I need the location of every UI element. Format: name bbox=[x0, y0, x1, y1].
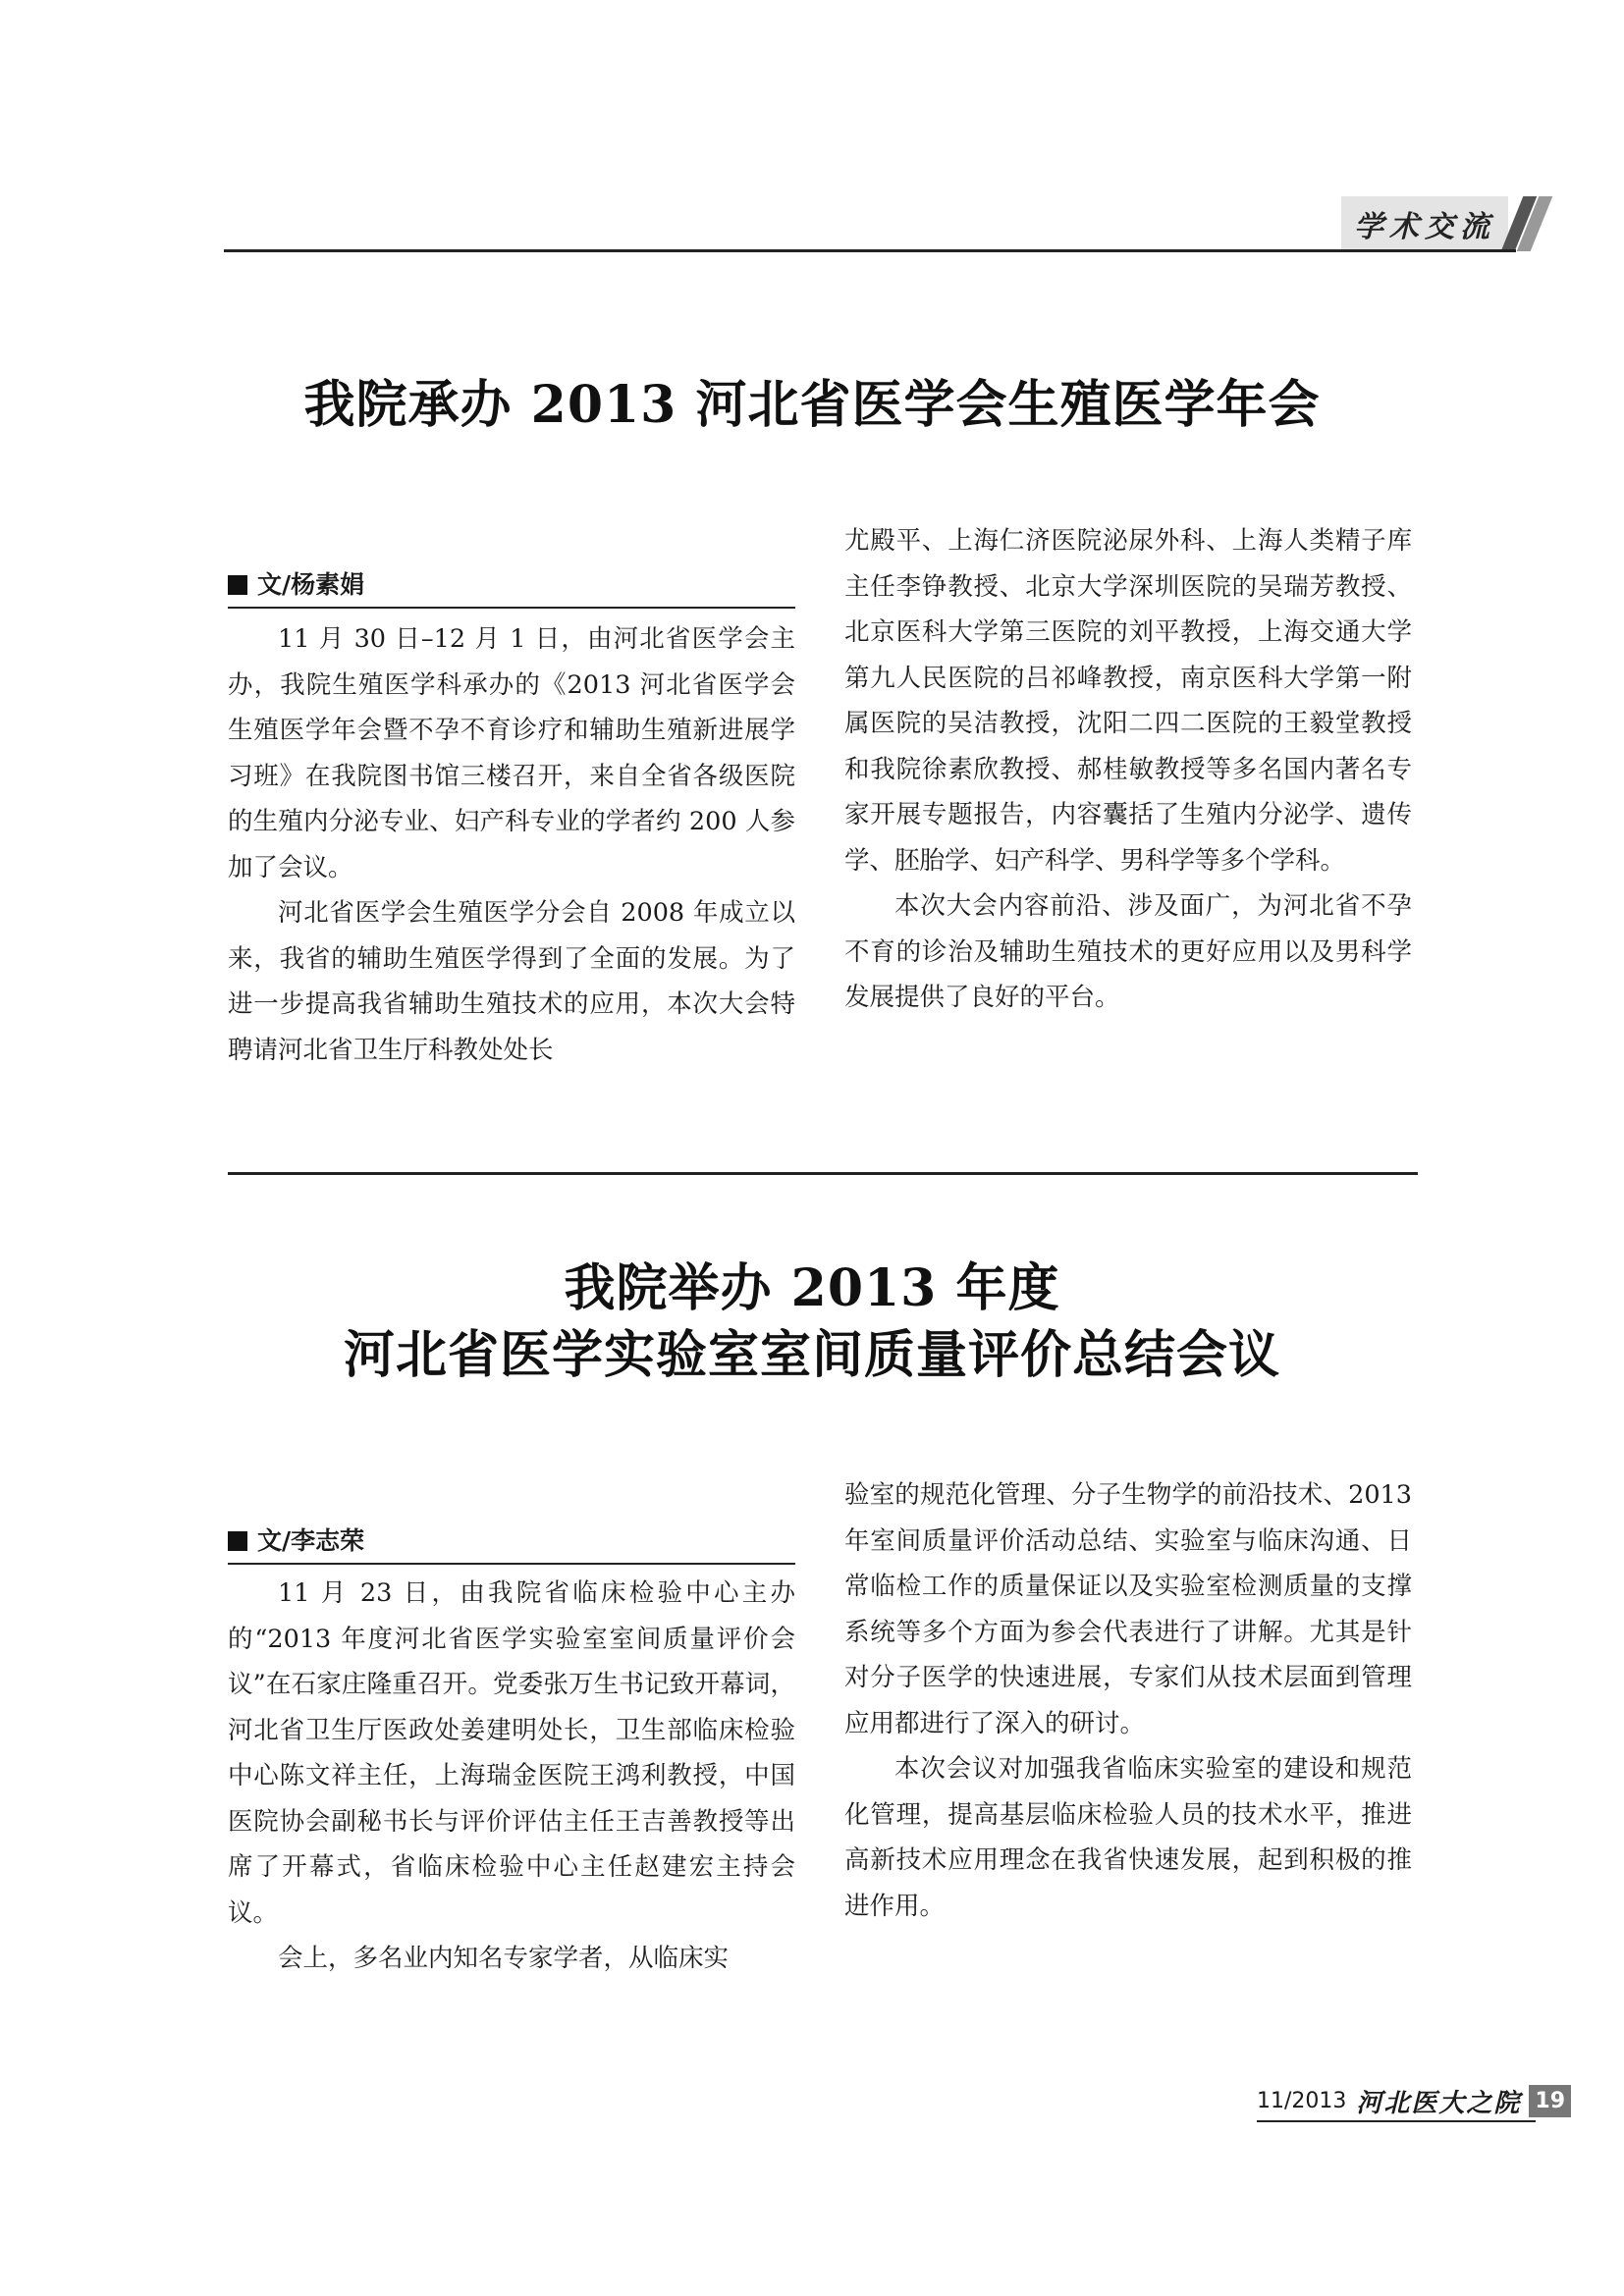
page-footer bbox=[1257, 2081, 1571, 2120]
issue-date: 11/2013 bbox=[1257, 2088, 1347, 2113]
article2-paragraph: 11 月 23 日，由我院省临床检验中心主办的“2013 年度河北省医学实验室室间质量评价会议”在石家庄隆重召开。党委张万生书记致开幕词，河北省卫生厅医政处姜建明处长，卫生部临床检验中心陈文祥主任，上海瑞金医院王鸿利教授，中国医院协会副秘书长与评价评估主任王吉善教授等出席了开幕式，省临床检验中心主任赵建宏主持会议。 bbox=[228, 1578, 795, 1928]
article2-paragraph: 会上，多名业内知名专家学者，从临床实 bbox=[278, 1944, 730, 1973]
article2-paragraph: 验室的规范化管理、分子生物学的前沿技术、2013 年室间质量评价活动总结、实验室与临床沟通、日常临检工作的质量保证以及实验室检测质量的支撑系统等多个方面为参会代表进行了讲解。尤其是针对分子医学的快速进展，专家们从技术层面到管理应用都进行了深入的研讨。 bbox=[844, 1480, 1412, 1738]
section-label: 学术交流 bbox=[1354, 210, 1495, 244]
magazine-name: 河北医大之院 bbox=[1356, 2088, 1522, 2118]
article2-paragraph: 本次会议对加强我省临床实验室的建设和规范化管理，提高基层临床检验人员的技术水平，推进高新技术应用理念在我省快速发展，起到积极的推进作用。 bbox=[844, 1754, 1412, 1921]
square-bullet-icon bbox=[228, 1531, 247, 1551]
article2-author: 文/李志荣 bbox=[257, 1526, 365, 1555]
article1-author: 文/杨素娟 bbox=[257, 570, 365, 599]
square-bullet-icon bbox=[228, 575, 247, 595]
header-rule bbox=[224, 249, 1516, 252]
article1-column-right bbox=[844, 518, 1412, 1021]
article2-column-right bbox=[844, 1472, 1412, 1929]
article1-paragraph: 11 月 30 日–12 月 1 日，由河北省医学会主办，我院生殖医学科承办的《2013 河北省医学会生殖医学年会暨不孕不育诊疗和辅助生殖新进展学习班》在我院图书馆三楼召开，来自全省各级医院的生殖内分泌专业、妇产科专业的学者约 200 人参加了会议。 bbox=[228, 624, 795, 882]
article1-title: 我院承办 2013 河北省医学会生殖医学年会 bbox=[303, 375, 1321, 435]
article1-paragraph: 本次大会内容前沿、涉及面广，为河北省不孕不育的诊治及辅助生殖技术的更好应用以及男科学发展提供了良好的平台。 bbox=[844, 891, 1412, 1012]
article2-title-line1: 我院举办 2013 年度 bbox=[564, 1258, 1060, 1318]
article2-byline bbox=[228, 1522, 795, 1565]
article1-column-left bbox=[228, 616, 795, 1073]
article2-column-left bbox=[228, 1571, 795, 1982]
article-divider bbox=[228, 1172, 1418, 1175]
article2-title-line2: 河北省医学实验室室间质量评价总结会议 bbox=[343, 1325, 1280, 1385]
page-number: 19 bbox=[1529, 2085, 1571, 2117]
article1-paragraph: 尤殿平、上海仁济医院泌尿外科、上海人类精子库主任李铮教授、北京大学深圳医院的吴瑞芳教授、北京医科大学第三医院的刘平教授，上海交通大学第九人民医院的吕祁峰教授，南京医科大学第一附属医院的吴洁教授，沈阳二四二医院的王毅堂教授和我院徐素欣教授、郝桂敏教授等多名国内著名专家开展专题报告，内容囊括了生殖内分泌学、遗传学、胚胎学、妇产科学、男科学等多个学科。 bbox=[844, 526, 1412, 876]
footer-rule bbox=[1257, 2120, 1536, 2122]
section-tab bbox=[1337, 196, 1508, 251]
article1-byline bbox=[228, 565, 795, 609]
article1-paragraph: 河北省医学会生殖医学分会自 2008 年成立以来，我省的辅助生殖医学得到了全面的发展。为了进一步提高我省辅助生殖技术的应用，本次大会特聘请河北省卫生厅科教处处长 bbox=[228, 898, 795, 1065]
